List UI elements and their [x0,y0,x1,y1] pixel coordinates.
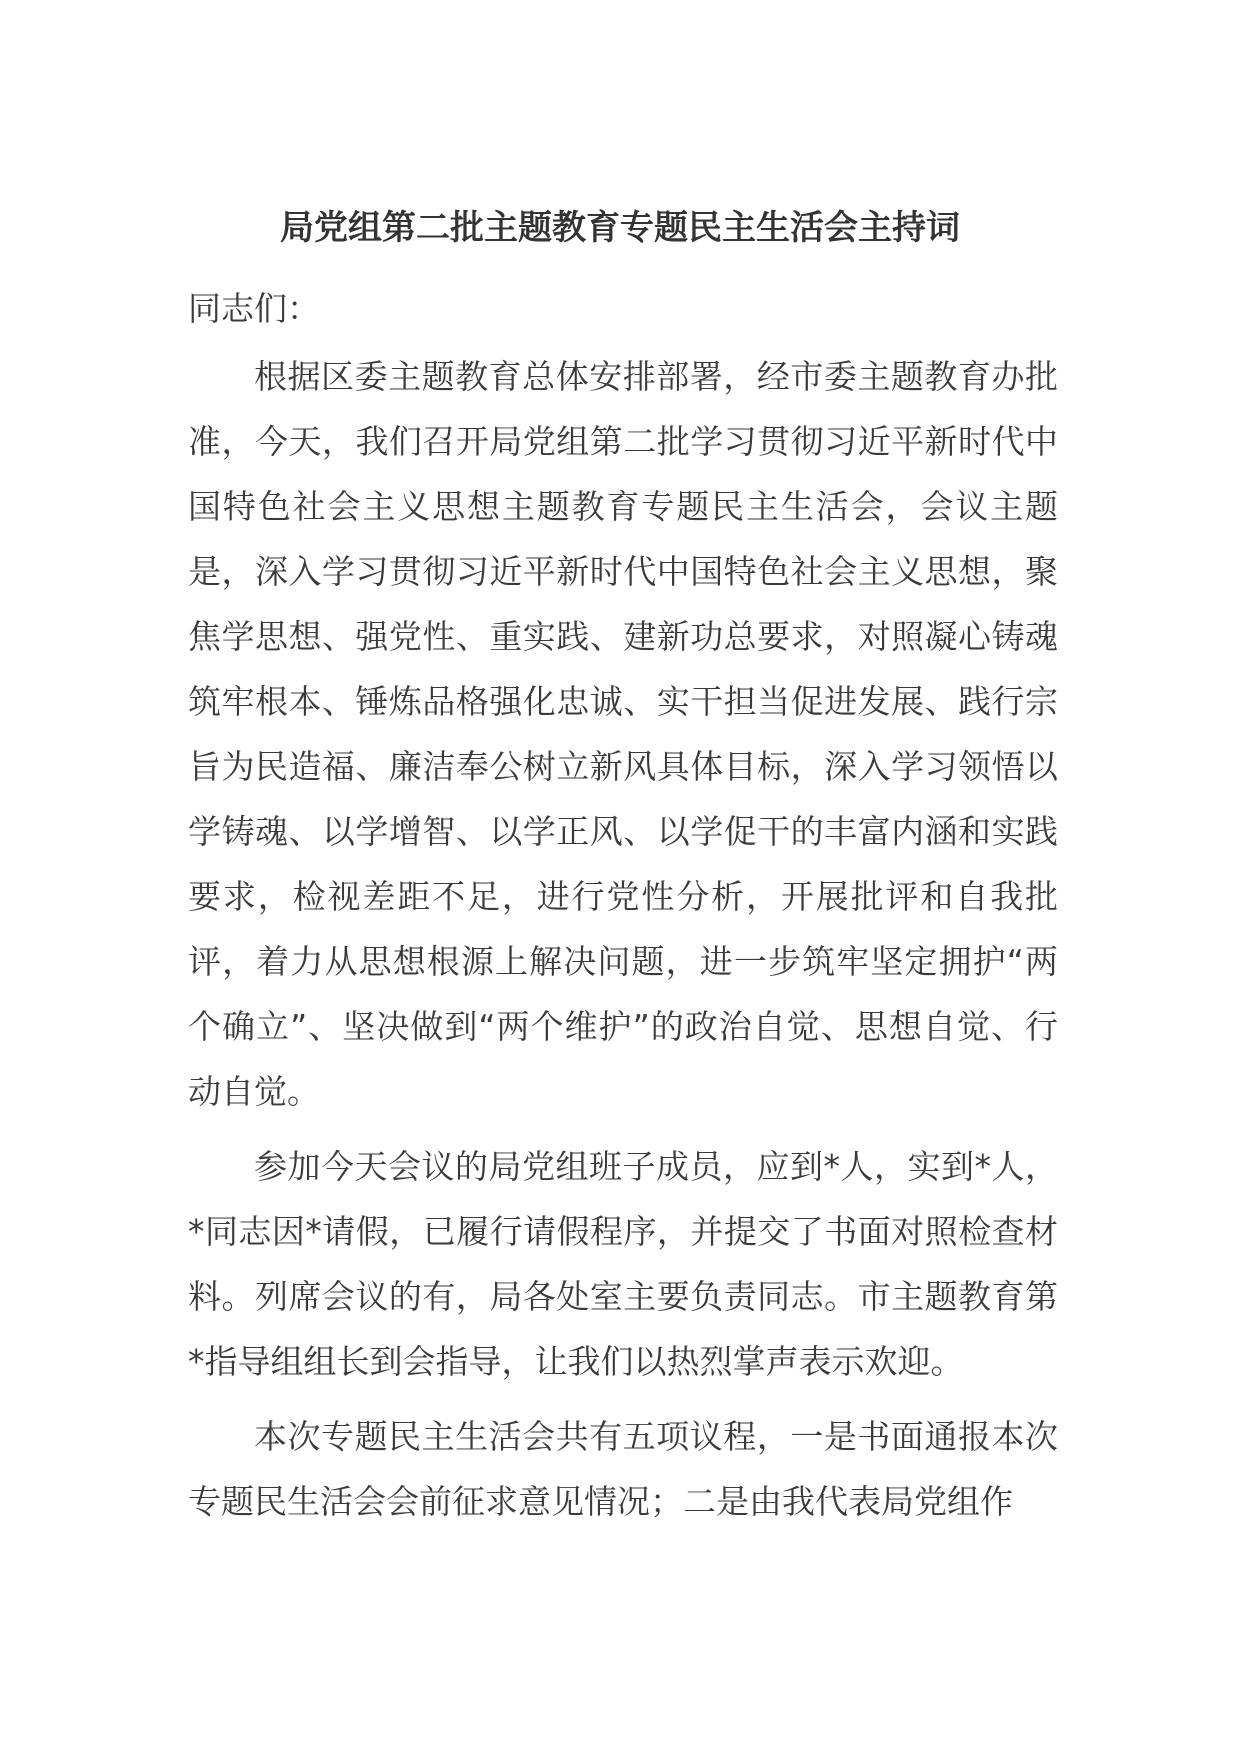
paragraph-agenda: 本次专题民主生活会共有五项议程，一是书面通报本次专题民生活会会前征求意见情况；二是由我代表局党组作 [188,1417,1058,1521]
document-body [188,344,1058,1544]
paragraph-intro: 根据区委主题教育总体安排部署，经市委主题教育办批准，今天，我们召开局党组第二批学习贯彻习近平新时代中国特色社会主义思想主题教育专题民主生活会，会议主题是，深入学习贯彻习近平新时代中国特色社会主义思想，聚焦学思想、强党性、重实践、建新功总要求，对照凝心铸魂筑牢根本、锤炼品格强化忠诚、实干担当促进发展、践行宗旨为民造福、廉洁奉公树立新风具体目标，深入学习领悟以学铸魂、以学增智、以学正风、以学促干的丰富内涵和实践要求，检视差距不足，进行党性分析，开展批评和自我批评，着力从思想根源上解决问题，进一步筑牢坚定拥护“两个确立”、坚决做到“两个维护”的政治自觉、思想自觉、行动自觉。 [188,357,1058,1111]
document-title: 局党组第二批主题教育专题民主生活会主持词 [280,208,960,248]
paragraph-attendance: 参加今天会议的局党组班子成员，应到*人，实到*人，*同志因*请假，已履行请假程序，并提交了书面对照检查材料。列席会议的有，局各处室主要负责同志。市主题教育第*指导组组长到会指导，让我们以热烈掌声表示欢迎。 [188,1147,1058,1381]
salutation: 同志们： [188,289,320,328]
